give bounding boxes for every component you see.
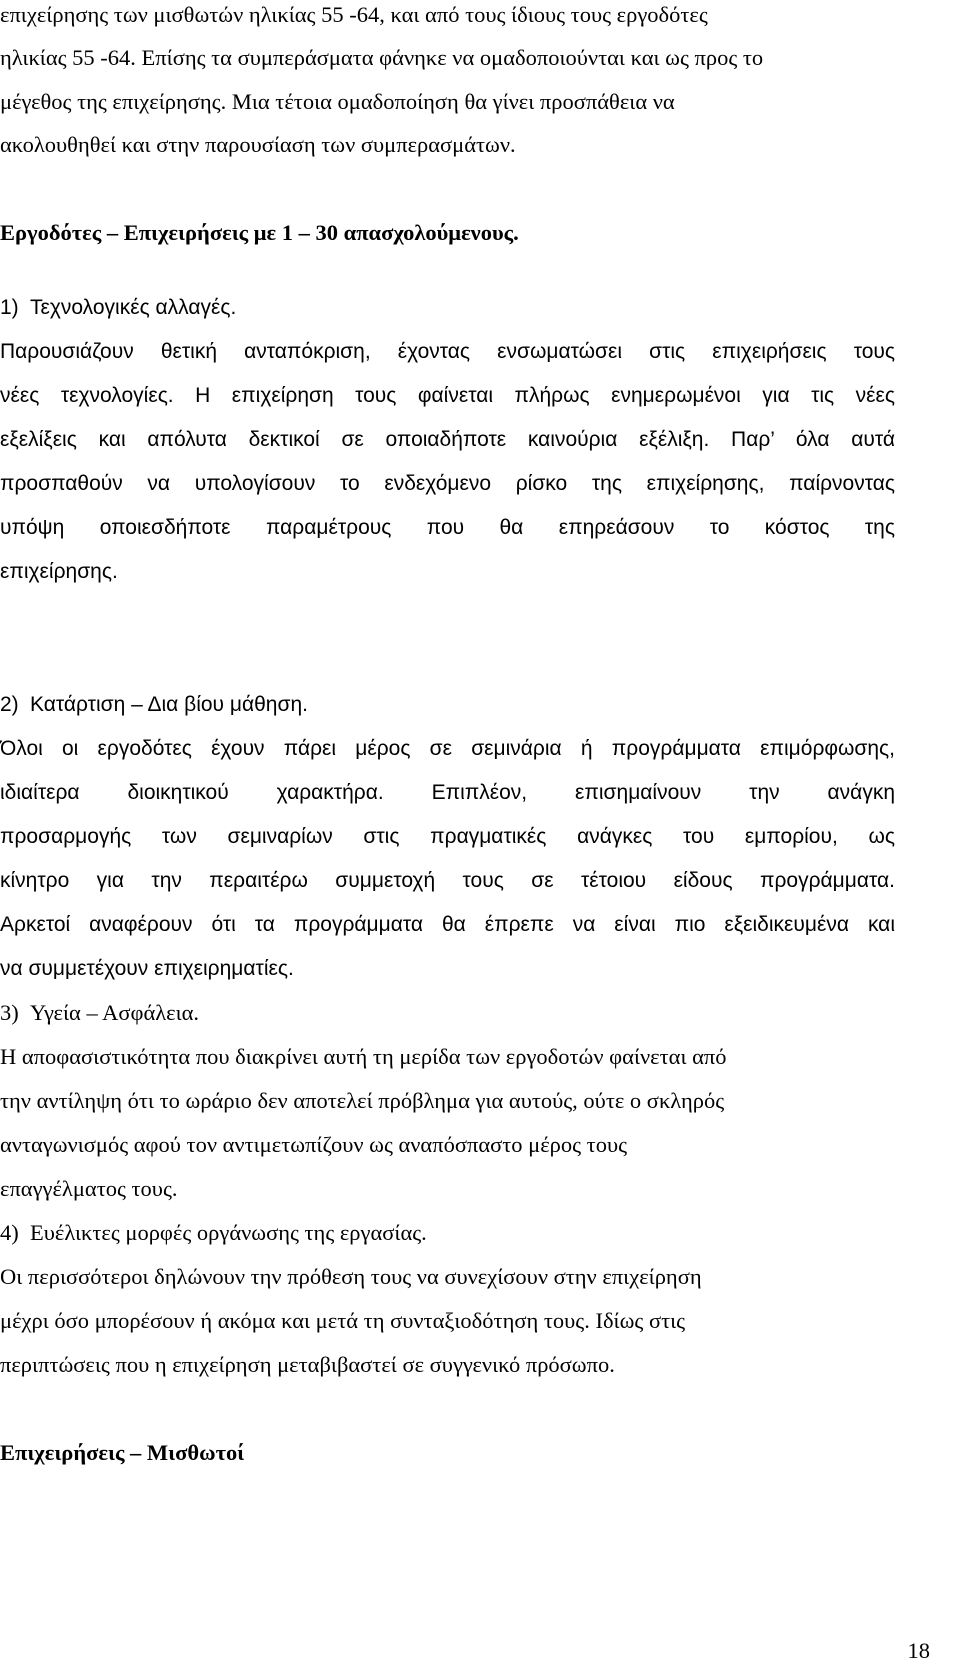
intro-line: επιχείρησης των μισθωτών ηλικίας 55 -64, και από τους ίδιους τους εργοδότες	[0, 2, 708, 27]
section-heading-businesses-employees: Επιχειρήσεις – Μισθωτοί	[0, 1440, 245, 1465]
paragraph-line: την αντίληψη ότι το ωράριο δεν αποτελεί πρόβλημα για αυτούς, ούτε ο σκληρός	[0, 1088, 725, 1113]
paragraph-line: επιχείρησης.	[0, 560, 118, 583]
item-heading-label: Ευέλικτες μορφές οργάνωσης της εργασίας.	[30, 1220, 427, 1245]
item-number: 3)	[0, 1000, 19, 1025]
paragraph-line: μέχρι όσο μπορέσουν ή ακόμα και μετά τη συνταξιοδότηση τους. Ιδίως στις	[0, 1308, 686, 1333]
paragraph-line: Παρουσιάζουν θετική ανταπόκριση, έχοντας ενσωματώσει στις επιχειρήσεις τους	[0, 340, 895, 363]
intro-line: ακολουθηθεί και στην παρουσίαση των συμπερασμάτων.	[0, 132, 516, 157]
paragraph-line: περιπτώσεις που η επιχείρηση μεταβιβαστεί σε συγγενικό πρόσωπο.	[0, 1352, 615, 1377]
item-heading-label: Κατάρτιση – Δια βίου μάθηση.	[30, 693, 308, 716]
paragraph-line: ανταγωνισμός αφού τον αντιμετωπίζουν ως αναπόσπαστο μέρος τους	[0, 1132, 628, 1157]
intro-line: ηλικίας 55 -64. Επίσης τα συμπεράσματα φάνηκε να ομαδοποιούνται και ως προς το	[0, 45, 764, 70]
paragraph-line: προσπαθούν να υπολογίσουν το ενδεχόμενο ρίσκο της επιχείρησης, παίρνοντας	[0, 472, 895, 495]
paragraph-line: Αρκετοί αναφέρουν ότι τα προγράμματα θα έπρεπε να είναι πιο εξειδικευμένα και	[0, 913, 895, 936]
paragraph-line: υπόψη οποιεσδήποτε παραμέτρους που θα επηρεάσουν το κόστος της	[0, 516, 895, 539]
paragraph-line: να συμμετέχουν επιχειρηματίες.	[0, 957, 294, 980]
paragraph-line: νέες τεχνολογίες. Η επιχείρηση τους φαίνεται πλήρως ενημερωμένοι για τις νέες	[0, 384, 895, 407]
paragraph-line: ιδιαίτερα διοικητικού χαρακτήρα. Επιπλέον, επισημαίνουν την ανάγκη	[0, 781, 895, 804]
paragraph-line: προσαρμογής των σεμιναρίων στις πραγματικές ανάγκες του εμπορίου, ως	[0, 825, 895, 848]
paragraph-line: Η αποφασιστικότητα που διακρίνει αυτή τη μερίδα των εργοδοτών φαίνεται από	[0, 1044, 727, 1069]
paragraph-line: κίνητρο για την περαιτέρω συμμετοχή τους σε τέτοιου είδους προγράμματα.	[0, 869, 895, 892]
paragraph-line: επαγγέλματος τους.	[0, 1176, 178, 1201]
item-number: 2)	[0, 693, 19, 716]
item-heading-label: Υγεία – Ασφάλεια.	[30, 1000, 200, 1025]
page-number-area	[870, 1638, 930, 1668]
item-number: 1)	[0, 296, 19, 319]
item-number: 4)	[0, 1220, 19, 1245]
section-heading-employers-1-30: Εργοδότες – Επιχειρήσεις με 1 – 30 απασχολούμενους.	[0, 220, 519, 245]
item-heading-label: Τεχνολογικές αλλαγές.	[30, 296, 237, 319]
paragraph-line: Όλοι οι εργοδότες έχουν πάρει μέρος σε σεμινάρια ή προγράμματα επιμόρφωσης,	[0, 737, 895, 760]
intro-line: μέγεθος της επιχείρησης. Μια τέτοια ομαδοποίηση θα γίνει προσπάθεια να	[0, 89, 675, 114]
paragraph-line: Οι περισσότεροι δηλώνουν την πρόθεση τους να συνεχίσουν στην επιχείρηση	[0, 1264, 702, 1289]
page-number: 18	[907, 1638, 930, 1663]
paragraph-line: εξελίξεις και απόλυτα δεκτικοί σε οποιαδήποτε καινούρια εξέλιξη. Παρ’ όλα αυτά	[0, 428, 895, 451]
